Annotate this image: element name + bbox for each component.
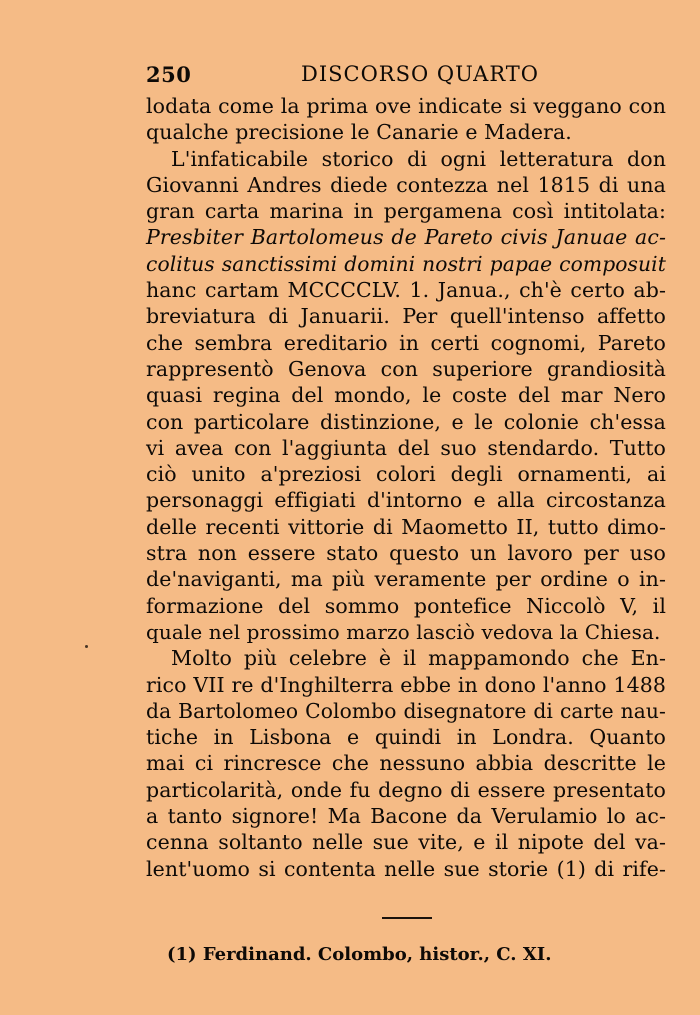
page-header <box>146 62 666 92</box>
text-line: Presbiter Bartolomeus de Pareto civis Januae ac- <box>146 225 666 250</box>
text-line: quasi regina del mondo, le coste del mar Nero <box>146 383 666 408</box>
text-line: gran carta marina in pergamena così intitolata: <box>146 199 666 224</box>
text-line: ciò unito a'preziosi colori degli ornamenti, ai <box>146 462 666 487</box>
footnote: (1) Ferdinand. Colombo, histor., C. XI. <box>167 944 552 965</box>
footnote-separator <box>382 917 432 919</box>
text-line: con particolare distinzione, e le colonie ch'essa <box>146 409 666 434</box>
text-line: formazione del sommo pontefice Niccolò V, il <box>146 593 666 618</box>
text-line: rappresentò Genova con superiore grandiosità <box>146 356 666 381</box>
text-line: tiche in Lisbona e quindi in Londra. Quanto <box>146 725 666 750</box>
text-line: mai ci rincresce che nessuno abbia descritte le <box>146 751 666 776</box>
text-line: quale nel prossimo marzo lasciò vedova la Chiesa. <box>146 619 661 644</box>
text-line: lodata come la prima ove indicate si veggano con <box>146 94 666 118</box>
text-line: rico VII re d'Inghilterra ebbe in dono l'anno 1488 <box>146 672 666 697</box>
text-line: cenna soltanto nelle sue vite, e il nipote del va- <box>146 830 666 855</box>
text-line: lent'uomo si contenta nelle sue storie (1) di rife- <box>146 856 666 881</box>
text-line: de'naviganti, ma più veramente per ordine o in- <box>146 567 666 592</box>
text-line: vi avea con l'aggiunta del suo stendardo. Tutto <box>146 435 666 460</box>
text-line: delle recenti vittorie di Maometto II, tutto dimo- <box>146 514 666 539</box>
text-line: hanc cartam MCCCCLV. 1. Janua., ch'è certo ab- <box>146 278 666 303</box>
text-line: breviatura di Januarii. Per quell'intenso affetto <box>146 304 666 329</box>
body-text <box>146 93 666 882</box>
text-line: a tanto signore! Ma Bacone da Verulamio lo ac- <box>146 804 666 829</box>
text-line: colitus sanctissimi domini nostri papae composuit <box>146 251 666 276</box>
text-line: personaggi effigiati d'intorno e alla circostanza <box>146 488 666 513</box>
text-line: che sembra ereditario in certi cognomi, Pareto <box>146 330 666 355</box>
text-line: L'infaticabile storico di ogni letteratura don <box>171 146 666 171</box>
text-line: stra non essere stato questo un lavoro per uso <box>146 541 666 566</box>
text-line: da Bartolomeo Colombo disegnatore di carte nau- <box>146 698 666 723</box>
text-line: Giovanni Andres diede contezza nel 1815 di una <box>146 172 666 197</box>
running-title: DISCORSO QUARTO <box>301 62 539 86</box>
page-number: 250 <box>146 62 192 87</box>
text-line: particolarità, onde fu degno di essere presentato <box>146 777 666 802</box>
ink-speck <box>85 645 88 648</box>
text-line: qualche precisione le Canarie e Madera. <box>146 120 572 145</box>
text-line: Molto più celebre è il mappamondo che En- <box>171 646 666 671</box>
